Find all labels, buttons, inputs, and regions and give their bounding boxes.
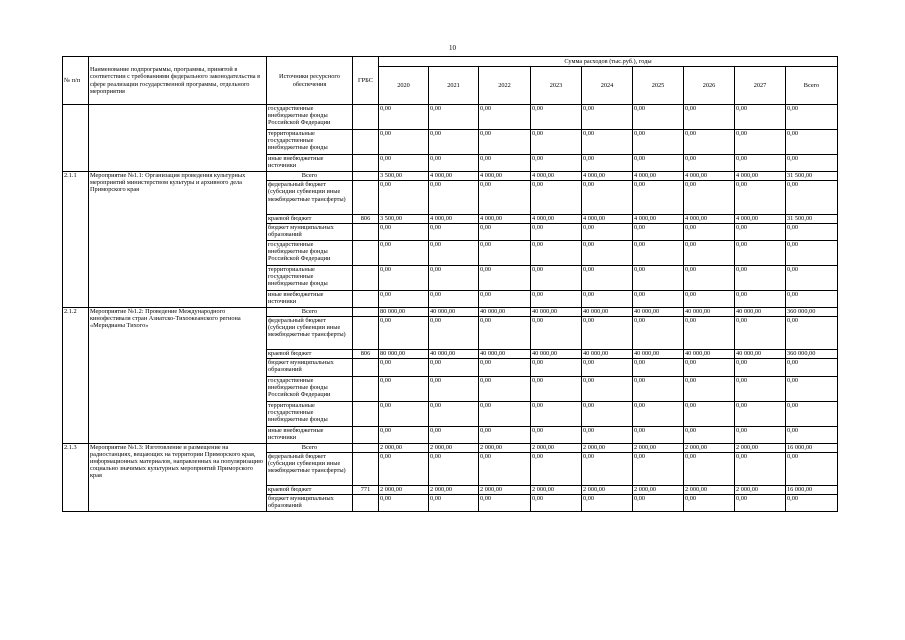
event-number: 2.1.2	[63, 308, 89, 444]
amount-cell: 0,00	[582, 223, 633, 240]
amount-cell: 0,00	[582, 291, 633, 308]
amount-cell: 0,00	[786, 495, 838, 512]
amount-cell: 0,00	[582, 240, 633, 265]
grbs-code	[353, 130, 379, 155]
amount-cell: 2 000,00	[633, 443, 684, 452]
amount-cell: 0,00	[479, 240, 531, 265]
amount-cell: 0,00	[429, 359, 479, 376]
funding-source: государственные внебюджетные фонды Российской Федерации	[267, 376, 353, 401]
amount-cell: 0,00	[735, 495, 786, 512]
amount-cell: 0,00	[479, 452, 531, 485]
header-year: 2024	[582, 67, 633, 105]
amount-cell: 2 000,00	[582, 486, 633, 495]
amount-cell: 0,00	[786, 359, 838, 376]
amount-cell: 0,00	[429, 317, 479, 350]
amount-cell: 0,00	[735, 401, 786, 426]
amount-cell: 0,00	[379, 291, 429, 308]
table-row	[63, 443, 838, 452]
event-number: 2.1.3	[63, 443, 89, 511]
amount-cell: 0,00	[633, 105, 684, 130]
funding-source: краевой бюджет	[267, 214, 353, 223]
amount-cell: 2 000,00	[684, 443, 735, 452]
amount-cell: 360 000,00	[786, 308, 838, 317]
grbs-code	[353, 452, 379, 485]
amount-cell: 0,00	[479, 376, 531, 401]
amount-cell: 40 000,00	[531, 350, 582, 359]
grbs-code	[353, 172, 379, 181]
grbs-code	[353, 359, 379, 376]
amount-cell: 0,00	[684, 240, 735, 265]
amount-cell: 31 500,00	[786, 214, 838, 223]
amount-cell: 0,00	[582, 130, 633, 155]
header-sources: Источники ресурсного обеспечения	[267, 57, 353, 105]
amount-cell: 0,00	[479, 265, 531, 290]
amount-cell: 0,00	[633, 240, 684, 265]
amount-cell: 0,00	[582, 317, 633, 350]
amount-cell: 4 000,00	[479, 214, 531, 223]
amount-cell: 0,00	[379, 155, 429, 172]
amount-cell: 0,00	[379, 317, 429, 350]
amount-cell: 0,00	[633, 401, 684, 426]
amount-cell: 4 000,00	[429, 214, 479, 223]
amount-cell: 2 000,00	[429, 486, 479, 495]
amount-cell: 40 000,00	[479, 350, 531, 359]
amount-cell: 0,00	[684, 376, 735, 401]
table-row	[63, 308, 838, 317]
amount-cell: 0,00	[531, 105, 582, 130]
funding-source: Всего	[267, 443, 353, 452]
amount-cell: 0,00	[684, 401, 735, 426]
funding-source: территориальные государственные внебюджетные фонды	[267, 265, 353, 290]
header-name: Наименование подпрограммы, программы, принятой в соответствии с требованиями федерального законодательства в сфере реализации государственной программы, отдельного мероприятия	[89, 57, 267, 105]
amount-cell: 16 000,00	[786, 443, 838, 452]
amount-cell: 0,00	[633, 223, 684, 240]
amount-cell: 0,00	[429, 291, 479, 308]
amount-cell: 0,00	[786, 223, 838, 240]
amount-cell: 16 000,00	[786, 486, 838, 495]
amount-cell: 40 000,00	[479, 308, 531, 317]
amount-cell: 0,00	[582, 495, 633, 512]
amount-cell: 0,00	[531, 452, 582, 485]
amount-cell: 2 000,00	[479, 443, 531, 452]
funding-source: государственные внебюджетные фонды Российской Федерации	[267, 240, 353, 265]
amount-cell: 0,00	[633, 495, 684, 512]
amount-cell: 2 000,00	[684, 486, 735, 495]
amount-cell: 0,00	[633, 317, 684, 350]
amount-cell: 4 000,00	[633, 214, 684, 223]
amount-cell: 0,00	[379, 223, 429, 240]
amount-cell: 0,00	[582, 376, 633, 401]
funding-source: федеральный бюджет (субсидии субвенции иные межбюджетные трансферты)	[267, 181, 353, 214]
page-number: 10	[449, 44, 456, 52]
amount-cell: 0,00	[479, 105, 531, 130]
grbs-code: 771	[353, 486, 379, 495]
amount-cell: 0,00	[786, 426, 838, 443]
amount-cell: 0,00	[479, 181, 531, 214]
funding-source: краевой бюджет	[267, 350, 353, 359]
amount-cell: 0,00	[582, 155, 633, 172]
grbs-code: 806	[353, 350, 379, 359]
amount-cell: 0,00	[531, 376, 582, 401]
funding-source: краевой бюджет	[267, 486, 353, 495]
funding-source: Всего	[267, 172, 353, 181]
amount-cell: 4 000,00	[479, 172, 531, 181]
amount-cell: 0,00	[479, 495, 531, 512]
grbs-code	[353, 443, 379, 452]
amount-cell: 0,00	[684, 317, 735, 350]
amount-cell: 4 000,00	[582, 214, 633, 223]
amount-cell: 0,00	[379, 105, 429, 130]
amount-cell: 0,00	[786, 452, 838, 485]
amount-cell: 80 000,00	[379, 308, 429, 317]
grbs-code	[353, 401, 379, 426]
amount-cell: 40 000,00	[531, 308, 582, 317]
amount-cell: 0,00	[786, 376, 838, 401]
amount-cell: 0,00	[479, 223, 531, 240]
amount-cell: 2 000,00	[479, 486, 531, 495]
amount-cell: 0,00	[633, 426, 684, 443]
amount-cell: 0,00	[684, 181, 735, 214]
amount-cell: 0,00	[684, 359, 735, 376]
event-name: Мероприятие №1.2: Проведение Международного кинофестиваля стран Азиатско-Тихоокеанского региона «Меридианы Тихого»	[89, 308, 267, 444]
amount-cell: 0,00	[429, 223, 479, 240]
amount-cell: 0,00	[633, 291, 684, 308]
funding-source: государственные внебюджетные фонды Российской Федерации	[267, 105, 353, 130]
amount-cell: 0,00	[531, 240, 582, 265]
header-num: № п/п	[63, 57, 89, 105]
grbs-code	[353, 495, 379, 512]
amount-cell: 4 000,00	[684, 214, 735, 223]
amount-cell: 2 000,00	[735, 443, 786, 452]
amount-cell: 0,00	[531, 130, 582, 155]
header-year: 2025	[633, 67, 684, 105]
amount-cell: 0,00	[684, 105, 735, 130]
amount-cell: 0,00	[429, 240, 479, 265]
amount-cell: 80 000,00	[379, 350, 429, 359]
amount-cell: 0,00	[429, 105, 479, 130]
amount-cell: 2 000,00	[582, 443, 633, 452]
amount-cell: 0,00	[531, 495, 582, 512]
amount-cell: 0,00	[735, 452, 786, 485]
amount-cell: 0,00	[479, 359, 531, 376]
amount-cell: 0,00	[582, 401, 633, 426]
grbs-code	[353, 376, 379, 401]
funding-source: территориальные государственные внебюджетные фонды	[267, 130, 353, 155]
amount-cell: 0,00	[735, 426, 786, 443]
amount-cell: 0,00	[531, 426, 582, 443]
amount-cell: 0,00	[379, 240, 429, 265]
grbs-code: 806	[353, 214, 379, 223]
funding-source: иные внебюджетные источники	[267, 291, 353, 308]
amount-cell: 0,00	[633, 181, 684, 214]
amount-cell: 0,00	[531, 181, 582, 214]
amount-cell: 0,00	[379, 376, 429, 401]
amount-cell: 4 000,00	[531, 214, 582, 223]
funding-source: бюджет муниципальных образований	[267, 223, 353, 240]
amount-cell: 360 000,00	[786, 350, 838, 359]
amount-cell: 0,00	[531, 359, 582, 376]
amount-cell: 40 000,00	[735, 308, 786, 317]
funding-table	[62, 56, 838, 512]
amount-cell: 0,00	[633, 130, 684, 155]
funding-source: федеральный бюджет (субсидии субвенции иные межбюджетные трансферты)	[267, 317, 353, 350]
amount-cell: 0,00	[429, 155, 479, 172]
amount-cell: 0,00	[786, 130, 838, 155]
amount-cell: 2 000,00	[379, 486, 429, 495]
amount-cell: 2 000,00	[531, 486, 582, 495]
amount-cell: 0,00	[429, 265, 479, 290]
amount-cell: 40 000,00	[633, 350, 684, 359]
funding-source: Всего	[267, 308, 353, 317]
amount-cell: 0,00	[429, 376, 479, 401]
amount-cell: 2 000,00	[633, 486, 684, 495]
header-year: Всего	[786, 67, 838, 105]
grbs-code	[353, 317, 379, 350]
amount-cell: 31 500,00	[786, 172, 838, 181]
amount-cell: 0,00	[735, 223, 786, 240]
amount-cell: 2 000,00	[379, 443, 429, 452]
amount-cell: 0,00	[735, 359, 786, 376]
grbs-code	[353, 181, 379, 214]
amount-cell: 2 000,00	[429, 443, 479, 452]
amount-cell: 0,00	[582, 265, 633, 290]
table-row	[63, 172, 838, 181]
amount-cell: 40 000,00	[684, 308, 735, 317]
amount-cell: 0,00	[684, 223, 735, 240]
header-year: 2023	[531, 67, 582, 105]
grbs-code	[353, 426, 379, 443]
amount-cell: 0,00	[531, 265, 582, 290]
amount-cell: 0,00	[379, 452, 429, 485]
amount-cell: 0,00	[379, 181, 429, 214]
amount-cell: 4 000,00	[582, 172, 633, 181]
amount-cell: 0,00	[786, 240, 838, 265]
amount-cell: 0,00	[582, 359, 633, 376]
amount-cell: 0,00	[582, 426, 633, 443]
event-name	[89, 105, 267, 172]
amount-cell: 0,00	[684, 426, 735, 443]
amount-cell: 0,00	[684, 495, 735, 512]
amount-cell: 0,00	[684, 130, 735, 155]
amount-cell: 0,00	[786, 317, 838, 350]
amount-cell: 40 000,00	[582, 350, 633, 359]
grbs-code	[353, 291, 379, 308]
amount-cell: 0,00	[786, 181, 838, 214]
table-row	[63, 105, 838, 130]
event-name: Мероприятие №1.1: Организация проведения культурных мероприятий министерством культуры и архивного дела Приморского края	[89, 172, 267, 308]
amount-cell: 4 000,00	[531, 172, 582, 181]
grbs-code	[353, 265, 379, 290]
amount-cell: 40 000,00	[429, 308, 479, 317]
amount-cell: 0,00	[379, 495, 429, 512]
amount-cell: 40 000,00	[633, 308, 684, 317]
funding-source: территориальные государственные внебюджетные фонды	[267, 401, 353, 426]
grbs-code	[353, 155, 379, 172]
amount-cell: 0,00	[633, 155, 684, 172]
header-year: 2021	[429, 67, 479, 105]
amount-cell: 40 000,00	[684, 350, 735, 359]
amount-cell: 0,00	[735, 265, 786, 290]
amount-cell: 0,00	[735, 130, 786, 155]
amount-cell: 40 000,00	[735, 350, 786, 359]
amount-cell: 0,00	[582, 452, 633, 485]
header-year: 2026	[684, 67, 735, 105]
amount-cell: 0,00	[531, 223, 582, 240]
grbs-code	[353, 308, 379, 317]
amount-cell: 0,00	[735, 105, 786, 130]
amount-cell: 0,00	[786, 265, 838, 290]
amount-cell: 2 000,00	[735, 486, 786, 495]
amount-cell: 0,00	[379, 426, 429, 443]
amount-cell: 0,00	[379, 130, 429, 155]
amount-cell: 2 000,00	[531, 443, 582, 452]
grbs-code	[353, 223, 379, 240]
amount-cell: 3 500,00	[379, 214, 429, 223]
amount-cell: 0,00	[786, 155, 838, 172]
amount-cell: 0,00	[479, 317, 531, 350]
amount-cell: 0,00	[479, 291, 531, 308]
amount-cell: 4 000,00	[735, 214, 786, 223]
amount-cell: 0,00	[684, 155, 735, 172]
amount-cell: 0,00	[531, 317, 582, 350]
funding-source: бюджет муниципальных образований	[267, 495, 353, 512]
amount-cell: 0,00	[429, 426, 479, 443]
amount-cell: 0,00	[479, 401, 531, 426]
amount-cell: 0,00	[379, 265, 429, 290]
header-sum-title: Сумма расходов (тыс.руб.), годы	[379, 57, 838, 67]
funding-source: федеральный бюджет (субсидии субвенции иные межбюджетные трансферты)	[267, 452, 353, 485]
amount-cell: 0,00	[735, 240, 786, 265]
event-number: 2.1.1	[63, 172, 89, 308]
amount-cell: 0,00	[429, 401, 479, 426]
header-grbs: ГРБС	[353, 57, 379, 105]
amount-cell: 0,00	[633, 359, 684, 376]
amount-cell: 4 000,00	[633, 172, 684, 181]
amount-cell: 0,00	[735, 181, 786, 214]
amount-cell: 4 000,00	[684, 172, 735, 181]
amount-cell: 0,00	[429, 452, 479, 485]
amount-cell: 0,00	[633, 265, 684, 290]
funding-source: бюджет муниципальных образований	[267, 359, 353, 376]
amount-cell: 3 500,00	[379, 172, 429, 181]
amount-cell: 0,00	[735, 376, 786, 401]
grbs-code	[353, 105, 379, 130]
amount-cell: 0,00	[786, 105, 838, 130]
amount-cell: 0,00	[633, 452, 684, 485]
amount-cell: 0,00	[684, 452, 735, 485]
amount-cell: 0,00	[479, 426, 531, 443]
amount-cell: 0,00	[582, 105, 633, 130]
amount-cell: 0,00	[582, 181, 633, 214]
amount-cell: 0,00	[531, 291, 582, 308]
amount-cell: 0,00	[429, 495, 479, 512]
event-number	[63, 105, 89, 172]
amount-cell: 0,00	[684, 291, 735, 308]
amount-cell: 0,00	[379, 359, 429, 376]
header-year: 2027	[735, 67, 786, 105]
amount-cell: 0,00	[531, 155, 582, 172]
amount-cell: 4 000,00	[735, 172, 786, 181]
amount-cell: 0,00	[479, 130, 531, 155]
amount-cell: 40 000,00	[582, 308, 633, 317]
grbs-code	[353, 240, 379, 265]
event-name: Мероприятие №1.3: Изготовление и размещение на радиостанциях, вещающих на территории Приморского края, информационных материалов, направленных на популяризацию социально значимых культурных мероприятий Приморского края	[89, 443, 267, 511]
funding-source: иные внебюджетные источники	[267, 426, 353, 443]
funding-source: иные внебюджетные источники	[267, 155, 353, 172]
amount-cell: 0,00	[429, 130, 479, 155]
amount-cell: 0,00	[786, 291, 838, 308]
amount-cell: 0,00	[479, 155, 531, 172]
header-year: 2020	[379, 67, 429, 105]
amount-cell: 0,00	[684, 265, 735, 290]
amount-cell: 0,00	[531, 401, 582, 426]
amount-cell: 4 000,00	[429, 172, 479, 181]
header-year: 2022	[479, 67, 531, 105]
amount-cell: 0,00	[429, 181, 479, 214]
amount-cell: 0,00	[379, 401, 429, 426]
amount-cell: 0,00	[735, 291, 786, 308]
amount-cell: 0,00	[735, 155, 786, 172]
amount-cell: 0,00	[786, 401, 838, 426]
amount-cell: 40 000,00	[429, 350, 479, 359]
amount-cell: 0,00	[633, 376, 684, 401]
amount-cell: 0,00	[735, 317, 786, 350]
